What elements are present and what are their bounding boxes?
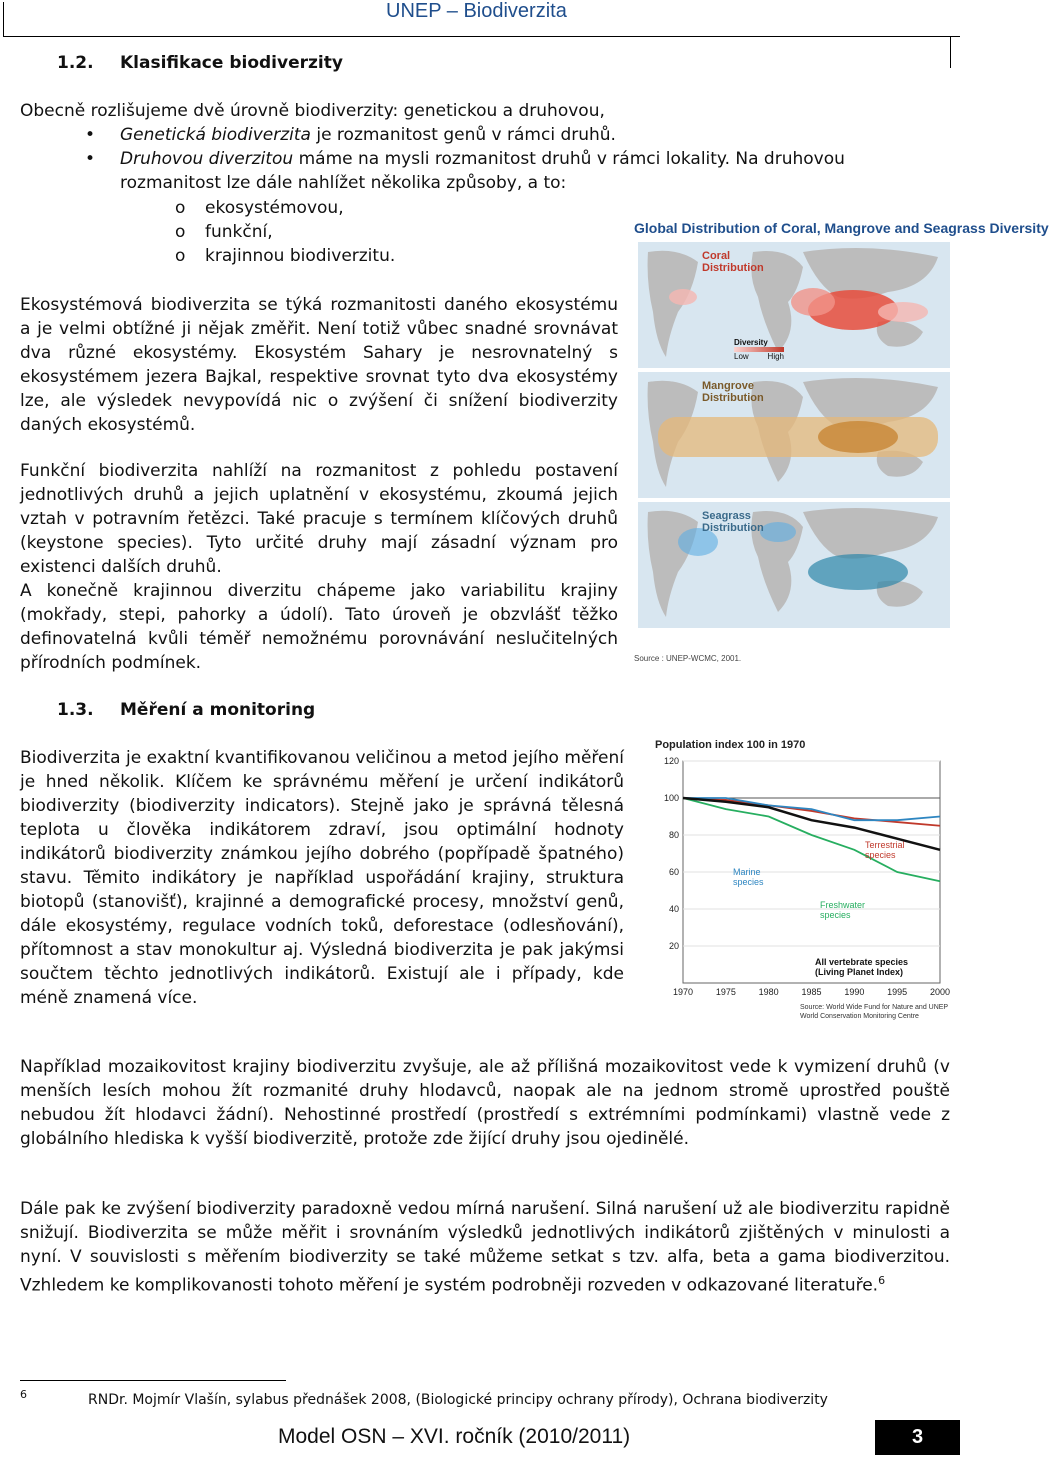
figure-credit: Source : UNEP-WCMC, 2001. — [634, 654, 742, 663]
bullet-genetic — [20, 123, 950, 147]
x-tick-label: 1975 — [715, 987, 736, 997]
series-label: (Living Planet Index) — [815, 967, 904, 977]
section-title: Klasifikace biodiverzity — [120, 53, 343, 73]
paragraph-functional: Funkční biodiverzita nahlíží na rozmanitost z pohledu postavení jednotlivých druhů a jejich uplatnění v ekosystému, zkoumá jejich vztah v potravním řetězci. Také pracuje s termínem klíčových druhů (keystone species). Tyto určité druhy mají zásadní význam pro existenci dalších druhů. — [20, 461, 618, 577]
bullet-species-term: Druhovou diverzitou — [120, 149, 294, 169]
series-label: All vertebrate species — [815, 957, 909, 967]
paragraph-measurement: Biodiverzita je exaktní kvantifikovanou veličinou a metod jejího měření je hned několik. Klíčem ke správnému měření je určení indikátorů biodiverzity (biodiverzity indicators). Stejně jako je správná tělesná teplota u člověka indikátorem zdraví, jsou optimální hodnoty indikátorů biodiverzity známkou jejího dobrého (popřípadě špatného) stavu. Těmito indikátory je například uspořádání krajiny, struktura biotopů (stanovišť), krajinné a demografické procesy, množství genů, dále ekosystémy, regulace vodních toků, deforestace (odlesňování), přítomnost a stav monokultur aj. Výsledná biodiverzita je pak jakýmsi součtem těchto jednotlivých indikátorů. Existují ale i případy, kde méně znamená více. — [20, 748, 624, 1008]
y-tick-label: 120 — [663, 756, 679, 766]
figure-title: Global Distribution of Coral, Mangrove and Seagrass Diversity — [634, 220, 1049, 236]
mangrove-map — [638, 372, 950, 498]
x-tick-label: 1990 — [844, 987, 865, 997]
series-label: Marine — [733, 867, 761, 877]
population-index-chart — [645, 735, 950, 1030]
series-label: Freshwater — [820, 900, 866, 910]
y-tick-label: 20 — [668, 941, 679, 951]
seagrass-map-panel — [638, 502, 950, 628]
bullet-list — [20, 123, 950, 195]
bullet-genetic-term: Genetická biodiverzita — [120, 125, 311, 145]
distribution-figure — [634, 220, 1049, 668]
y-tick-label: 40 — [668, 904, 679, 914]
sub-list — [20, 196, 620, 268]
intro-paragraph: Obecně rozlišujeme dvě úrovně biodiverzity: genetickou a druhovou, — [20, 101, 605, 121]
section-number: 1.2. — [57, 53, 94, 73]
header-title: UNEP – Biodiverzita — [386, 0, 567, 22]
header-rule — [3, 36, 960, 37]
section-number: 1.3. — [57, 700, 94, 720]
paragraph-ecosystem: Ekosystémová biodiverzita se týká rozmanitosti daného ekosystému a je velmi obtížné ji nějak změřit. Není totiž vůbec snadné srovnávat dva různé ekosystémy. Ekosystém Sahary je nesrovnatelný s ekosystémem jezera Bajkal, respektive srovnat tyto dva ekosystémy lze, ale výsledek nevypovídá nic o zvýšení či snížení biodiverzity daných ekosystémů. — [20, 295, 618, 435]
series-label: species — [865, 850, 896, 860]
bullet-genetic-text: je rozmanitost genů v rámci druhů. — [310, 125, 616, 145]
header-rule-left — [3, 2, 4, 36]
legend-low: Low — [734, 352, 749, 361]
diversity-legend — [734, 338, 784, 361]
chart-source: Source: World Wide Fund for Nature and UNEP World Conservation Monitoring Centre — [800, 1004, 948, 1020]
mangrove-label: Mangrove Distribution — [702, 380, 764, 404]
paragraph-disturbance — [20, 1197, 950, 1298]
seagrass-map — [638, 502, 950, 628]
footnote-text: RNDr. Mojmír Vlašín, sylabus přednášek 2008, (Biologické principy ochrany přírody), Ochrana biodiverzity — [88, 1392, 828, 1408]
x-tick-label: 1970 — [672, 987, 694, 997]
y-tick-label: 60 — [668, 867, 679, 877]
x-tick-label: 1980 — [758, 987, 779, 997]
sub-item: o krajinnou biodiverzitu. — [175, 246, 396, 266]
series-label: Terrestrial — [865, 840, 905, 850]
coral-map — [638, 242, 950, 368]
paragraph-landscape: A konečně krajinnou diverzitu chápeme jako variabilitu krajiny (mokřady, stepi, pahorky a údolí). Tato úroveň je obzvlášť těžko definovatelná kvůli téměř nemožnému porovnávání neslučitelných přírodních podmínek. — [20, 581, 618, 673]
bullet-dot: • — [85, 125, 96, 145]
legend-high: High — [767, 352, 784, 361]
chart-plot — [645, 753, 950, 1018]
mangrove-map-panel — [638, 372, 950, 498]
coral-map-panel — [638, 242, 950, 368]
sub-item: o ekosystémovou, — [175, 198, 344, 218]
footer-text: Model OSN – XVI. ročník (2010/2011) — [278, 1425, 631, 1448]
series-label: species — [733, 877, 764, 887]
footnote-number: 6 — [20, 1388, 27, 1401]
footnote-rule — [20, 1380, 286, 1381]
page-number: 3 — [875, 1420, 960, 1455]
chart-title: Population index 100 in 1970 — [655, 739, 806, 751]
coral-label: Coral Distribution — [702, 250, 764, 274]
legend-title: Diversity — [734, 338, 768, 347]
y-tick-label: 100 — [663, 793, 679, 803]
y-tick-label: 80 — [668, 830, 679, 840]
x-tick-label: 2000 — [929, 987, 951, 997]
bullet-species — [20, 147, 950, 195]
bullet-dot: • — [85, 149, 96, 169]
header-rule-right — [950, 36, 951, 68]
series-label: species — [820, 910, 851, 920]
bullet-species-text: máme na mysli rozmanitost druhů v rámci lokality. Na druhovou rozmanitost lze dále nahlížet několika způsoby, a to: — [120, 149, 845, 193]
footnote-ref: 6 — [878, 1274, 886, 1287]
section-title: Měření a monitoring — [120, 700, 316, 720]
paragraph-mosaic: Například mozaikovitost krajiny biodiverzitu zvyšuje, ale až přílišná mozaikovitost vede k vymizení druhů (v menších lesích mohou žít rozmanité druhy hlodavců, naopak ale na jednom stromě uprostřed pouště nebudou žít hlodavci žádní). Nehostinné prostředí (prostředí s extrémními podmínkami) vlastně vede z globálního hlediska k vyšší biodiverzitě, protože zde žijící druhy jsou ojedinělé. — [20, 1057, 950, 1149]
seagrass-label: Seagrass Distribution — [702, 510, 764, 534]
paragraph-disturbance-text: Dále pak ke zvýšení biodiverzity paradoxně vedou mírná narušení. Silná narušení už ale biodiverzitu rapidně snižují. Biodiverzita se může měřit i srovnáním výsledků jednotlivých indikátorů zjištěných v minulosti a nyní. V souvislosti s měřením biodiverzity se také můžeme setkat s tzv. alfa, beta a gama biodiverzitou. Vzhledem ke komplikovanosti tohoto měření je systém podrobněji rozveden v odkazované literatuře. — [20, 1199, 950, 1296]
sub-item: o funkční, — [175, 222, 273, 242]
x-tick-label: 1995 — [887, 987, 908, 997]
x-tick-label: 1985 — [801, 987, 822, 997]
